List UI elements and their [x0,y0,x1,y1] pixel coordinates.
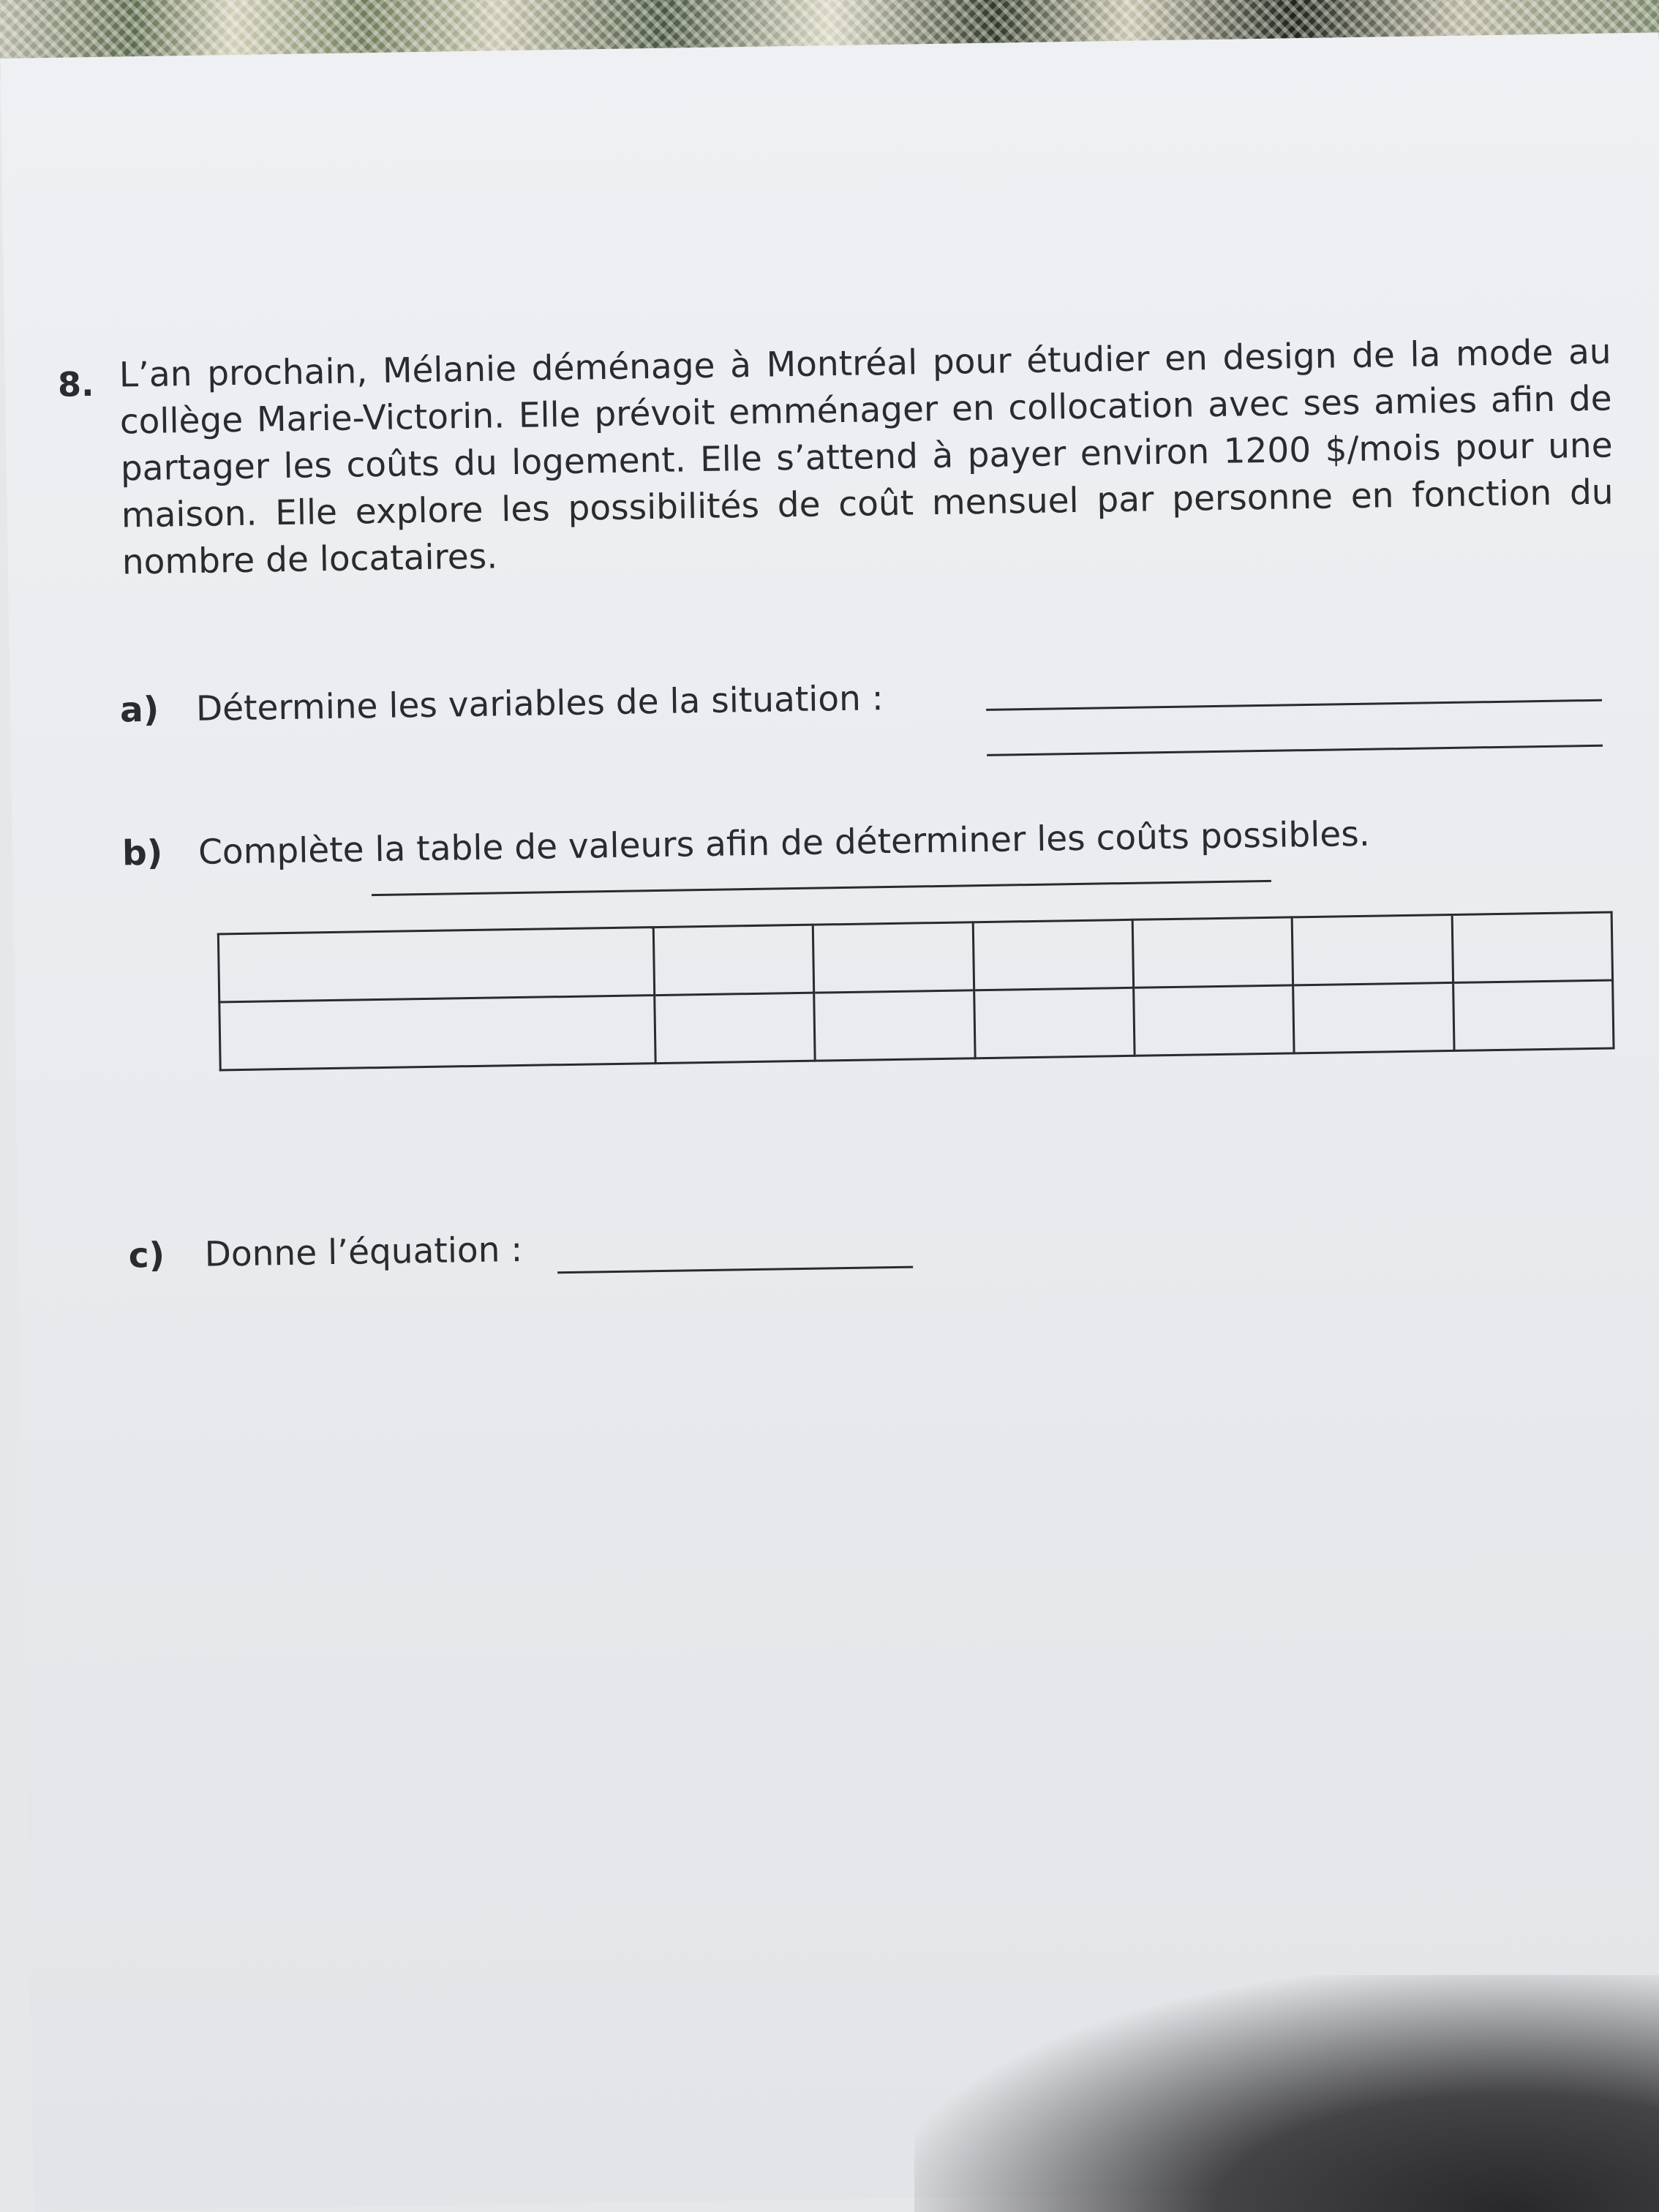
question-text: L’an prochain, Mélanie déménage à Montréal pour étudier en design de la mode au collège Marie-Victorin. Elle prévoit emménager en collocation avec ses amies afin de partager les coûts du logement. Elle s’attend à payer environ 1200 $/mois pour une maison. Elle explore les possibilités de coût mensuel par personne en fonction du nombre de locataires. [118,331,1614,583]
table-cell[interactable] [1134,985,1295,1056]
table-cell[interactable] [1453,980,1614,1050]
answer-line-variable-2[interactable] [987,745,1603,756]
part-c [128,1230,522,1276]
table-cell[interactable] [1132,917,1293,988]
answer-line-equation[interactable] [557,1266,913,1274]
table-cell[interactable] [218,928,654,1002]
question-number: 8. [57,364,94,405]
part-a [120,678,884,730]
table-cell[interactable] [219,996,655,1070]
table-cell[interactable] [1452,912,1613,982]
table-cell[interactable] [973,919,1134,990]
table-cell[interactable] [1292,914,1453,985]
table-title-line[interactable] [372,880,1271,896]
part-c-text: Donne l’équation : [204,1229,523,1275]
table-cell[interactable] [813,922,974,993]
part-b-letter: b) [121,832,163,874]
answer-line-variable-1[interactable] [986,699,1602,711]
part-c-letter: c) [128,1235,165,1276]
table-cell[interactable] [655,993,816,1063]
table-cell[interactable] [974,988,1135,1058]
worksheet-page [0,32,1659,2211]
part-a-text: Détermine les variables de la situation : [195,678,884,729]
table-cell[interactable] [653,925,814,995]
table-of-values [217,911,1615,1072]
table-cell[interactable] [1293,982,1454,1053]
part-b-text: Complète la table de valeurs afin de déterminer les coûts possibles. [198,813,1371,873]
table-cell[interactable] [814,990,975,1061]
part-a-letter: a) [119,689,159,731]
part-b [122,814,1370,874]
